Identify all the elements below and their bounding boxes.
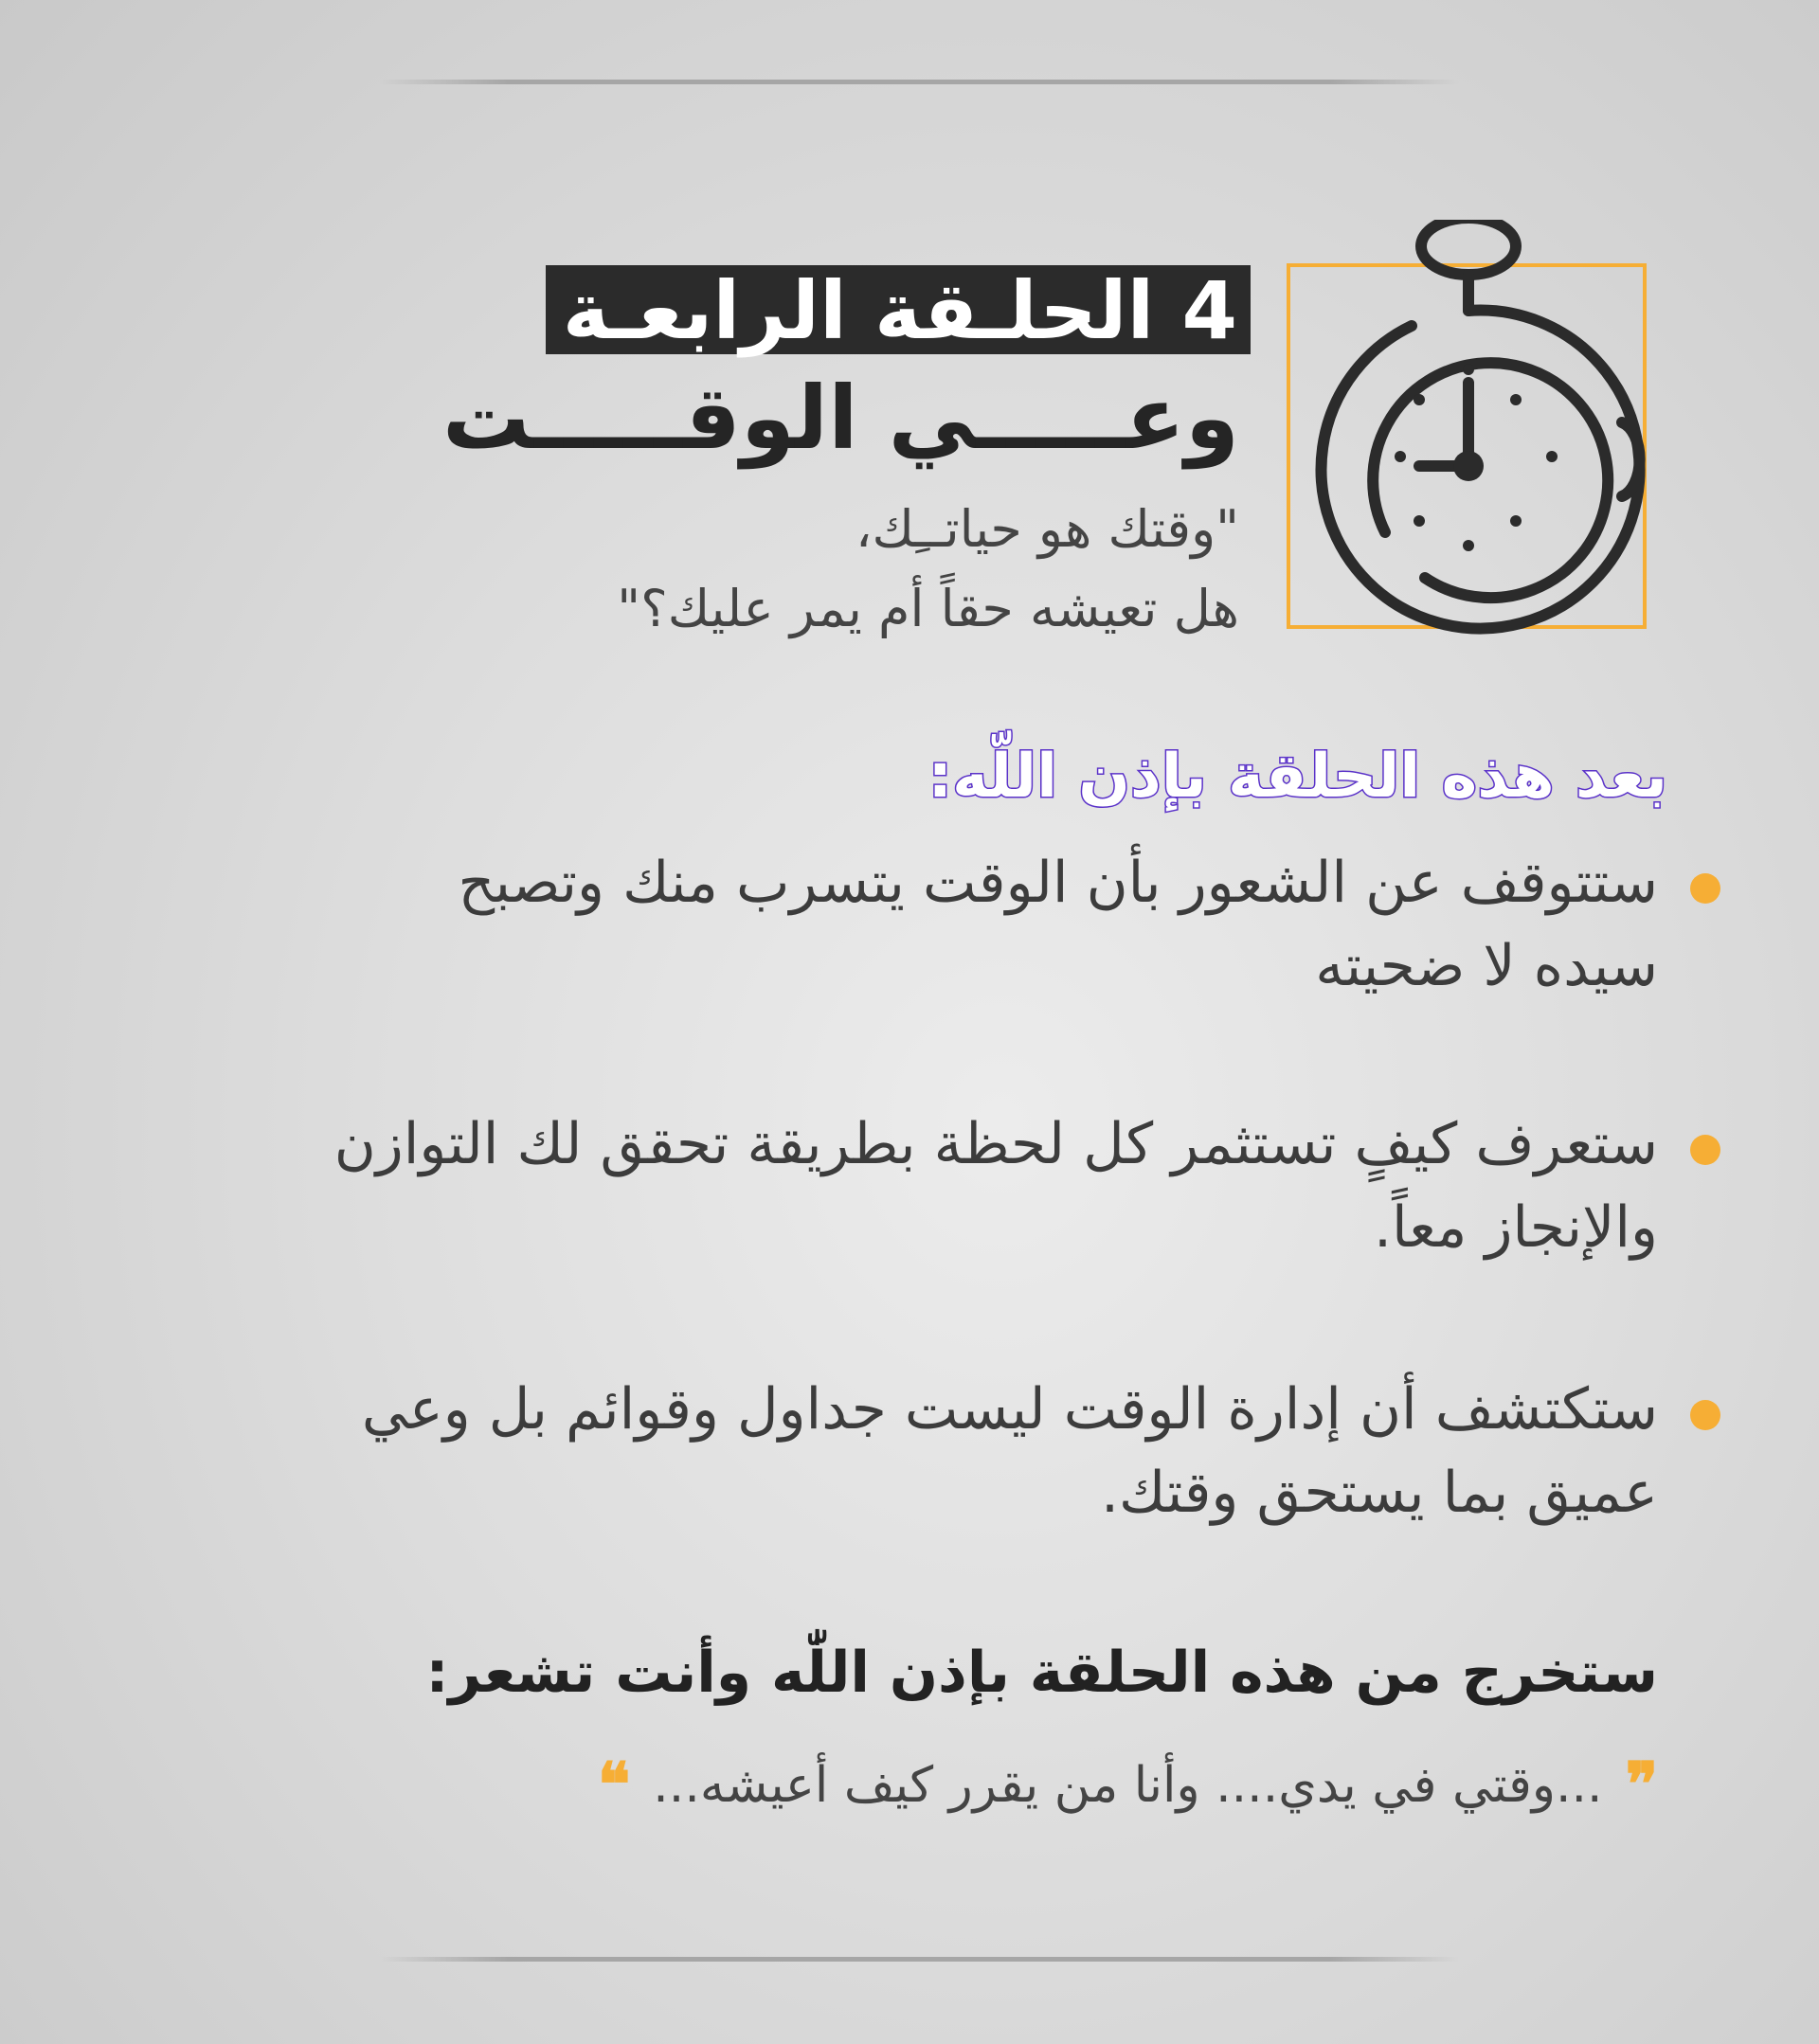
- list-item: [458, 841, 1658, 1008]
- header-quote-line-2: هل تعيشه حقاً أم يمر عليك؟": [617, 579, 1239, 638]
- dot-icon: [1690, 1135, 1720, 1165]
- quote-mark-icon: ❞: [1625, 1749, 1658, 1820]
- episode-title: 4 الحلـقة الرابعـة: [546, 265, 1251, 354]
- dot-icon: [1690, 1400, 1720, 1430]
- episode-subtitle: وعـــــي الوقـــــت: [442, 368, 1239, 469]
- final-quote: [598, 1743, 1658, 1828]
- dot-icon: [1690, 873, 1720, 904]
- list-item-line: ستكتشف أن إدارة الوقت ليست جداول وقوائم بل وعي: [361, 1376, 1658, 1443]
- intro-heading: بعد هذه الحلقة بإذن اللّه:: [928, 742, 1667, 812]
- quote-mark-icon: ❝: [597, 1749, 631, 1820]
- final-quote-text: ...وقتي في يدي.... وأنا من يقرر كيف أعيشه...: [653, 1757, 1603, 1814]
- bottom-divider: [379, 1957, 1459, 1962]
- list-item-line: ستتوقف عن الشعور بأن الوقت يتسرب منك وتصبح: [458, 850, 1658, 916]
- list-item: [334, 1103, 1658, 1269]
- list-item: [362, 1368, 1658, 1534]
- top-divider: [379, 80, 1459, 84]
- outro-heading: ستخرج من هذه الحلقة بإذن اللّٰه وأنت تشعر:: [425, 1640, 1658, 1706]
- list-item-line: عميق بما يستحق وقتك.: [1100, 1460, 1658, 1526]
- list-item-line: سيده لا ضحيته: [1315, 933, 1658, 999]
- header-quote-line-1: "وقتك هو حياتــِك،: [855, 499, 1239, 559]
- list-item-line: ستعرف كيفٍ تستثمر كل لحظة بطريقة تحقق لك التوازن: [333, 1111, 1658, 1177]
- stopwatch-icon: [1298, 220, 1677, 637]
- header-quote: [617, 490, 1239, 649]
- header: [0, 220, 1819, 637]
- list-item-line: والإنجاز معاً.: [1373, 1194, 1658, 1261]
